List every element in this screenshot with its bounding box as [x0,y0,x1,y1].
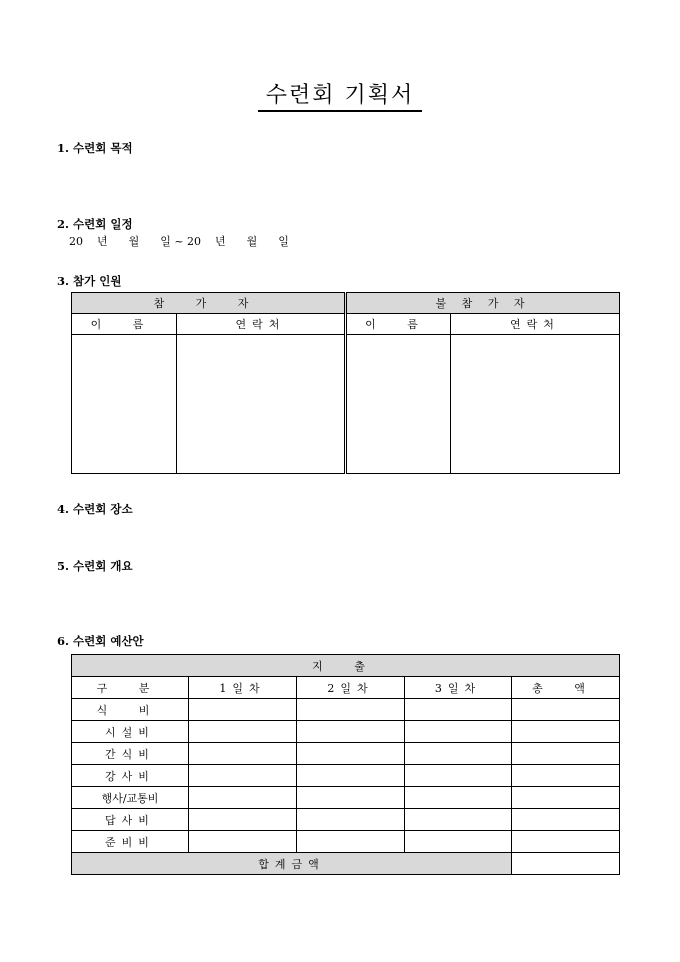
section-members-heading: 3. 참가 인원 [57,274,122,288]
budget-cell[interactable] [512,809,620,831]
budget-cell[interactable] [512,699,620,721]
budget-row-label: 강사비 [72,765,189,787]
section-purpose-heading: 1. 수련회 목적 [57,141,133,155]
budget-row [72,699,620,721]
budget-row [72,809,620,831]
budget-col-day3: 3일차 [405,677,512,699]
budget-cell[interactable] [189,809,297,831]
attend-header: 참 가 자 [72,293,346,314]
budget-row [72,787,620,809]
budget-row [72,721,620,743]
attend-name-col: 이 름 [72,314,177,335]
absent-contact-cell[interactable] [451,335,620,474]
budget-cell[interactable] [405,831,512,853]
budget-cell[interactable] [297,699,405,721]
section-place-heading: 4. 수련회 장소 [57,502,133,516]
budget-cell[interactable] [297,765,405,787]
budget-cell[interactable] [405,743,512,765]
attend-name-cell[interactable] [72,335,177,474]
budget-cell[interactable] [512,831,620,853]
absent-name-col: 이 름 [346,314,451,335]
document-title: 수련회 기획서 [258,83,423,112]
budget-row-label: 답사비 [72,809,189,831]
budget-cell[interactable] [189,831,297,853]
budget-cell[interactable] [512,721,620,743]
budget-cell[interactable] [512,765,620,787]
budget-cell[interactable] [297,787,405,809]
budget-cell[interactable] [405,721,512,743]
absent-contact-col: 연락처 [451,314,620,335]
section-budget-heading: 6. 수련회 예산안 [57,634,144,648]
budget-row [72,765,620,787]
budget-col-day1: 1일차 [189,677,297,699]
section-schedule-heading: 2. 수련회 일정 [57,217,133,231]
budget-cell[interactable] [297,809,405,831]
budget-header: 지 출 [72,655,620,677]
budget-total-label: 합계금액 [72,853,512,875]
budget-row-label: 행사/교통비 [72,787,189,809]
budget-cell[interactable] [189,787,297,809]
budget-row-label: 준비비 [72,831,189,853]
budget-row-label: 시설비 [72,721,189,743]
budget-table [71,654,620,875]
absent-header: 불 참 가 자 [346,293,620,314]
budget-cell[interactable] [297,743,405,765]
budget-col-day2: 2일차 [297,677,405,699]
budget-cell[interactable] [189,743,297,765]
budget-cell[interactable] [405,765,512,787]
budget-row-label: 간식비 [72,743,189,765]
budget-cell[interactable] [189,765,297,787]
section-overview-heading: 5. 수련회 개요 [57,559,133,573]
budget-cell[interactable] [512,787,620,809]
budget-col-total: 총 액 [512,677,620,699]
participants-table [71,292,620,474]
budget-cell[interactable] [297,831,405,853]
budget-cell[interactable] [189,699,297,721]
budget-cell[interactable] [189,721,297,743]
budget-cell[interactable] [297,721,405,743]
attend-contact-col: 연락처 [177,314,346,335]
schedule-date-line: 20 년 월 일 ~ 20 년 월 일 [69,235,289,248]
document-title-wrap [0,78,680,109]
budget-row [72,743,620,765]
budget-total-cell[interactable] [512,853,620,875]
budget-row-label: 식 비 [72,699,189,721]
budget-cell[interactable] [512,743,620,765]
budget-cell[interactable] [405,809,512,831]
budget-col-category: 구 분 [72,677,189,699]
budget-cell[interactable] [405,787,512,809]
budget-cell[interactable] [405,699,512,721]
attend-contact-cell[interactable] [177,335,346,474]
budget-row [72,831,620,853]
absent-name-cell[interactable] [346,335,451,474]
